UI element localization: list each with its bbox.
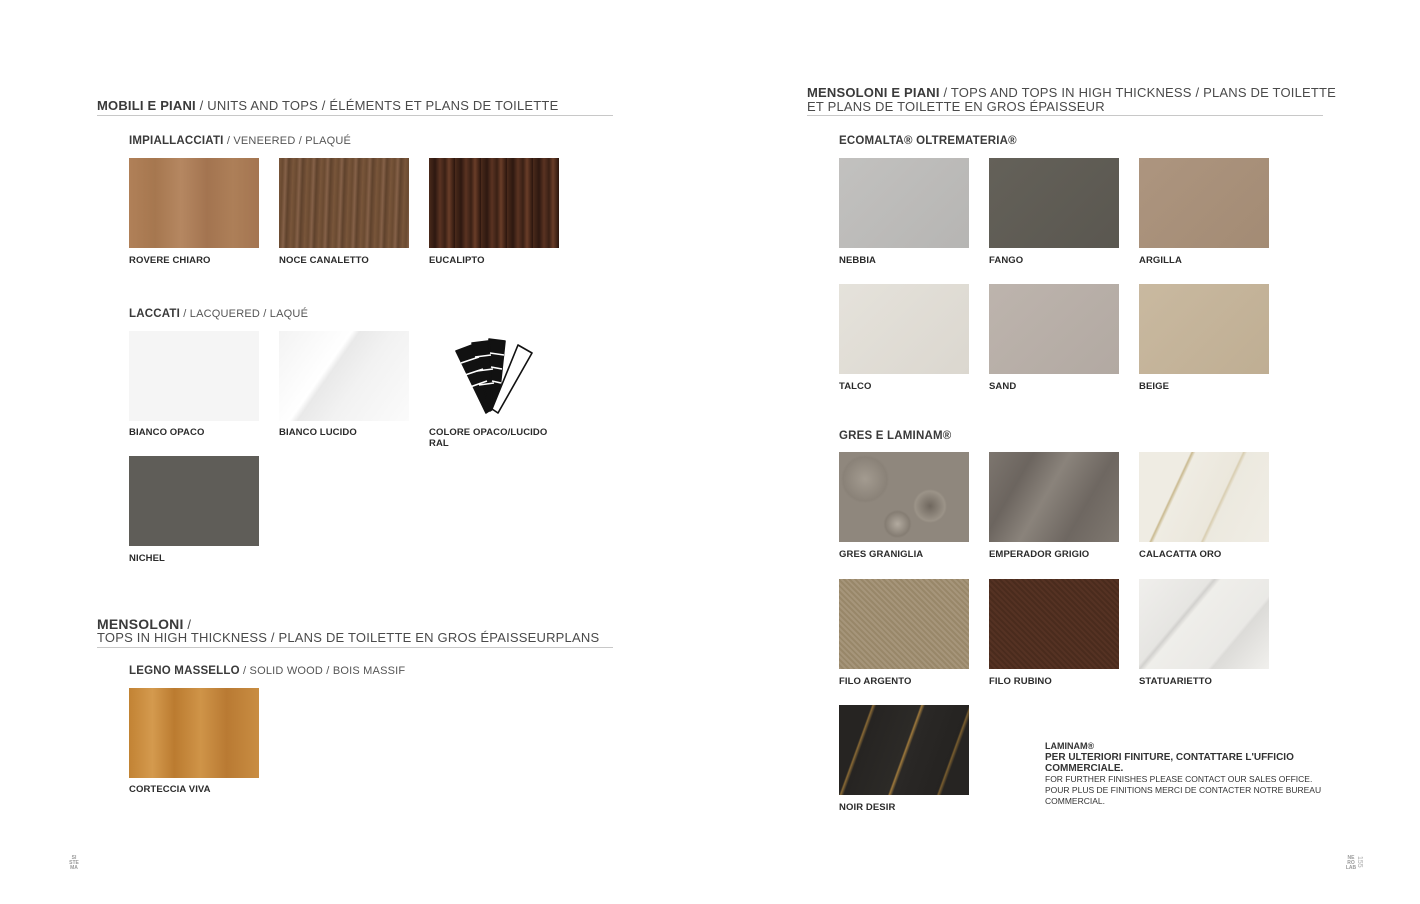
swatch-label: EMPERADOR GRIGIO [989,549,1090,560]
section-divider [807,115,1323,116]
swatch-label: CORTECCIA VIVA [129,784,211,795]
subsection-title-impiallacciati: IMPIALLACCIATI / VENEERED / PLAQUÉ [129,135,352,147]
section-title-mobili-e-piani: MOBILI E PIANI / UNITS AND TOPS / ÉLÉMENTS ET PLANS DE TOILETTE [97,98,559,113]
swatch-label: EUCALIPTO [429,255,485,266]
swatch-beige[interactable] [1139,284,1269,374]
swatch-label: TALCO [839,381,872,392]
swatch-label: BIANCO OPACO [129,427,205,438]
swatch-label: GRES GRANIGLIA [839,549,924,560]
subsection-title-legno-massello: LEGNO MASSELLO / SOLID WOOD / BOIS MASSIF [129,665,406,677]
swatch-statuarietto[interactable] [1139,579,1269,669]
swatch-corteccia-viva[interactable] [129,688,259,778]
subsection-title-gres-laminam: GRES E LAMINAM® [839,430,952,442]
section-divider [97,115,613,116]
swatch-noir-desir[interactable] [839,705,969,795]
section-title-mensoloni: MENSOLONI / [97,616,192,632]
section-title-mensoloni-e-piani: MENSOLONI E PIANI / TOPS AND TOPS IN HIGH THICKNESS / PLANS DE TOILETTE [807,85,1337,100]
note-english: FOR FURTHER FINISHES PLEASE CONTACT OUR SALES OFFICE. [1045,774,1313,784]
swatch-label: FILO ARGENTO [839,676,912,687]
swatch-label: BIANCO LUCIDO [279,427,357,438]
subsection-title-ecomalta: ECOMALTA® OLTREMATERIA® [839,135,1017,147]
swatch-nichel[interactable] [129,456,259,546]
note-italian: PER ULTERIORI FINITURE, CONTATTARE L'UFFICIO COMMERCIALE. [1045,752,1294,774]
page-mark-line: SI [71,855,77,861]
page-number-left [66,856,82,871]
swatch-label: NOIR DESIR [839,802,896,813]
swatch-talco[interactable] [839,284,969,374]
swatch-label: NICHEL [129,553,165,564]
swatch-filo-argento[interactable] [839,579,969,669]
swatch-label: NOCE CANALETTO [279,255,369,266]
color-fan-icon[interactable] [452,335,538,417]
swatch-label: NEBBIA [839,255,877,266]
swatch-eucalipto[interactable] [429,158,559,248]
swatch-fango[interactable] [989,158,1119,248]
laminam-note [1045,741,1365,807]
swatch-bianco-lucido[interactable] [279,331,409,421]
swatch-calacatta-oro[interactable] [1139,452,1269,542]
page-number-side: 155 [1356,856,1363,868]
swatch-argilla[interactable] [1139,158,1269,248]
section-title-line2: ET PLANS DE TOILETTE EN GROS ÉPAISSEUR [807,99,1105,114]
swatch-label: ROVERE CHIARO [129,255,211,266]
page-mark-line: MA [70,865,78,871]
swatch-nebbia[interactable] [839,158,969,248]
page-mark-line: RO [1347,860,1355,866]
swatch-gres-graniglia[interactable] [839,452,969,542]
swatch-label: ARGILLA [1139,255,1182,266]
page-mark-line: NE [1347,855,1355,861]
swatch-label-ral [429,427,559,449]
swatch-label: CALACATTA ORO [1139,549,1222,560]
note-title: LAMINAM® [1045,741,1095,751]
page-mark-line: LAB [1345,865,1357,871]
swatch-noce-canaletto[interactable] [279,158,409,248]
subsection-title-laccati: LACCATI / LACQUERED / LAQUÉ [129,308,309,320]
swatch-label: FILO RUBINO [989,676,1052,687]
swatch-label: FANGO [989,255,1024,266]
swatch-emperador-grigio[interactable] [989,452,1119,542]
swatch-bianco-opaco[interactable] [129,331,259,421]
swatch-label: BEIGE [1139,381,1170,392]
section-title-mensoloni-line2: TOPS IN HIGH THICKNESS / PLANS DE TOILETTE EN GROS ÉPAISSEURPLANS [97,630,600,645]
swatch-label-line1: COLORE OPACO/LUCIDO [429,427,548,438]
swatch-sand[interactable] [989,284,1119,374]
swatch-filo-rubino[interactable] [989,579,1119,669]
section-divider [97,647,613,648]
page-mark-line: STE [69,860,79,866]
swatch-rovere-chiaro[interactable] [129,158,259,248]
note-french: POUR PLUS DE FINITIONS MERCI DE CONTACTER NOTRE BUREAU COMMERCIAL. [1045,785,1322,806]
swatch-label-line2: RAL [429,438,449,449]
swatch-label: STATUARIETTO [1139,676,1212,687]
swatch-label: SAND [989,381,1017,392]
